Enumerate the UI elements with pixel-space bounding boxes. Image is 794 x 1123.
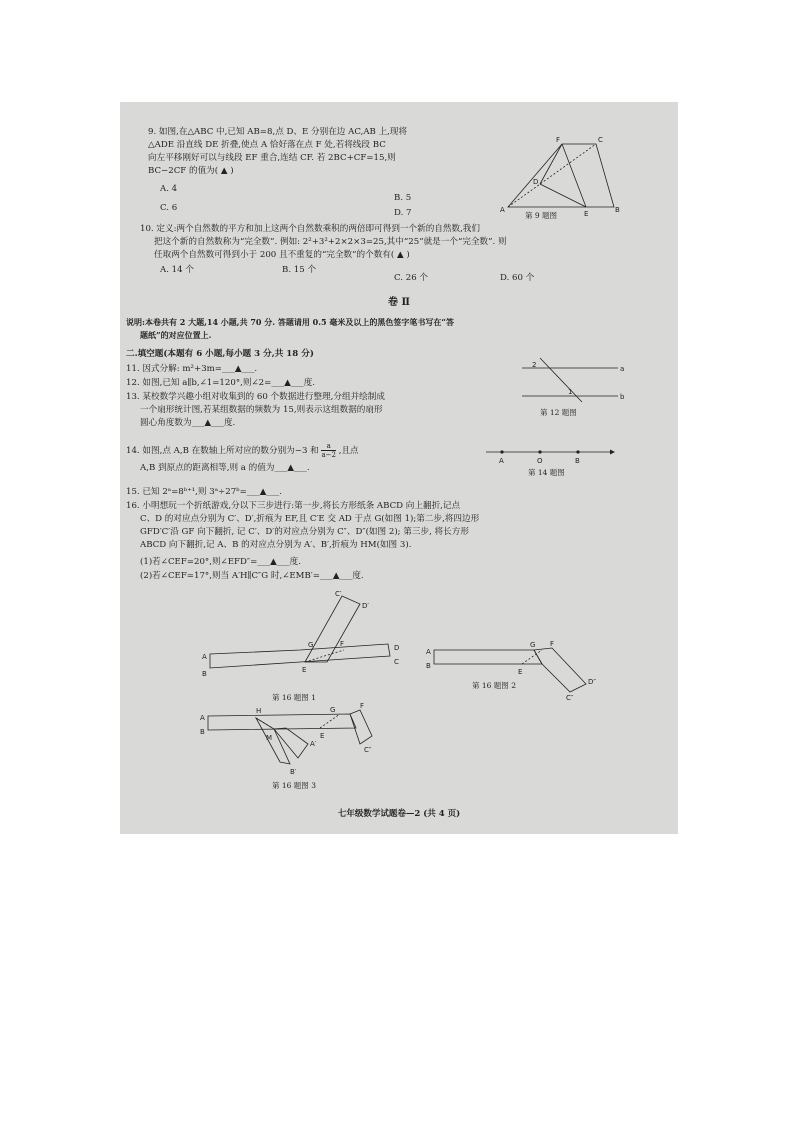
q16-fig3-label-h: H <box>256 707 262 715</box>
q14-frac-num: a <box>321 442 336 451</box>
q14-pre: 14. 如图,点 A,B 在数轴上所对应的数分别为−3 和 <box>126 446 319 456</box>
q14-fraction <box>321 442 336 459</box>
q14-point-o <box>538 450 541 453</box>
q16-fig3-strip <box>208 714 356 730</box>
q14-label-o: O <box>537 457 543 465</box>
q10-line-3: 任取两个自然数可得到小于 200 且不重复的“完全数”的个数有( ▲ ) <box>154 250 410 260</box>
q16-fig1-label-c1: C′ <box>335 590 342 598</box>
q16-fig1-label-e: E <box>302 666 307 674</box>
q16-fig3-label-b1: B′ <box>290 768 297 776</box>
q16-fig3-fold-am <box>256 718 290 764</box>
q10-line-1: 10. 定义:两个自然数的平方和加上这两个自然数乘积的两倍即可得到一个新的自然数,我们 <box>140 224 480 234</box>
q16-caption-2: 第 16 题图 2 <box>472 681 516 690</box>
q16-fig1-label-a: A <box>202 653 207 661</box>
q16-line-3: GFD′C′沿 GF 向下翻折, 记 C′、D′的对应点分别为 C″、D″(如图 2); 第三步, 将长方形 <box>140 527 469 537</box>
q16-fig1-label-d1: D′ <box>362 602 369 610</box>
q16-caption-1: 第 16 题图 1 <box>272 693 316 702</box>
page-footer: 七年级数学试题卷—2 (共 4 页) <box>337 809 461 819</box>
q9-option-d: D. 7 <box>394 208 412 218</box>
q16-fig2-folded-part <box>534 648 586 692</box>
q9-label-b: B <box>615 206 620 214</box>
q9-label-e: E <box>584 210 589 218</box>
q16-fig3-label-m: M <box>266 734 273 742</box>
q12-label-a: a <box>620 365 625 373</box>
q9-figure <box>500 134 620 219</box>
q16-line-4: ABCD 向下翻折,记 A、B 的对应点分别为 A′、B′,折痕为 HM(如图 3). <box>140 540 412 550</box>
q16-caption-3: 第 16 题图 3 <box>272 781 316 790</box>
exam-page <box>120 102 678 834</box>
q9-option-b: B. 5 <box>394 193 412 203</box>
q9-option-a: A. 4 <box>160 184 178 194</box>
q16-fig1-label-f: F <box>340 640 345 648</box>
q9-line-1: 9. 如图,在△ABC 中,已知 AB=8,点 D、E 分别在边 AC,AB 上,现将 <box>148 127 408 137</box>
q14-caption: 第 14 题图 <box>528 468 565 477</box>
q10-option-b: B. 15 个 <box>282 265 317 275</box>
q16-fig1-folded-part <box>305 596 360 662</box>
q16-fig3-label-a: A <box>200 714 205 722</box>
q16-fig3-fold-ab <box>274 728 308 758</box>
q10-line-2: 把这个新的自然数称为“完全数”. 例如: 2²+3²+2×2×3=25,其中“25”就是一个“完全数”. 则 <box>154 237 507 247</box>
q9-segment-de <box>540 184 586 207</box>
q14-number-line <box>486 444 616 464</box>
q12-label-b: b <box>620 393 625 401</box>
section-2-note-1: 说明:本卷共有 2 大题,14 小题,共 70 分. 答题请用 0.5 毫米及以上的黑色签字笔书写在“答 <box>126 317 454 327</box>
q16-sub-1: (1)若∠CEF=20°,则∠EFD″=___▲___度. <box>140 557 301 567</box>
q13-line-2: 一个扇形统计图,若某组数据的频数为 15,则表示这组数据的扇形 <box>140 405 383 415</box>
q9-label-a: A <box>500 206 505 214</box>
q9-trapezoid-outline <box>508 144 614 207</box>
q16-fig3-crease-ef <box>320 714 340 728</box>
q12-caption: 第 12 题图 <box>540 408 577 417</box>
q16-fig2-label-e: E <box>518 668 523 676</box>
q16-fig1-label-c: C <box>394 658 399 666</box>
q14-axis-arrow <box>610 450 615 455</box>
q16-fig2-label-b: B <box>426 662 431 670</box>
q9-line-3: 向左平移刚好可以与线段 EF 重合,连结 CF. 若 2BC+CF=15,则 <box>148 153 396 163</box>
q16-fig3-label-a1: A′ <box>310 740 317 748</box>
q14-point-a <box>500 450 503 453</box>
q16-fig3-label-g: G <box>330 706 336 714</box>
q12-figure <box>520 354 625 404</box>
q11-text: 11. 因式分解: m²+3m=___▲___. <box>126 364 258 374</box>
q14-label-b: B <box>575 457 580 465</box>
q14-frac-den: a−2 <box>321 451 336 459</box>
q15-text: 15. 已知 2ᵃ=8ᵇ⁺¹,则 3ᵃ÷27ᵇ=___▲___. <box>126 487 282 497</box>
q14-label-a: A <box>499 457 504 465</box>
q16-fig1-label-d: D <box>394 644 400 652</box>
q13-line-1: 13. 某校数学兴趣小组对收集到的 60 个数据进行整理,分组并绘制成 <box>126 392 385 402</box>
q14-line-1 <box>126 442 359 459</box>
q16-fig1-label-b: B <box>202 670 207 678</box>
q9-caption: 第 9 题图 <box>525 211 558 220</box>
q16-fig3-fold-cd <box>350 710 372 744</box>
q16-line-1: 16. 小明想玩一个折纸游戏,分以下三步进行:第一步,将长方形纸条 ABCD 向上翻折,记点 <box>126 501 461 511</box>
q10-option-a: A. 14 个 <box>160 265 194 275</box>
q16-line-2: C、D 的对应点分别为 C′、D′,折痕为 EF,且 C′E 交 AD 于点 G(如图 1);第二步,将四边形 <box>140 514 480 524</box>
section-2-heading: 二.填空题(本题有 6 小题,每小题 3 分,共 18 分) <box>126 349 314 359</box>
q9-label-f: F <box>556 136 561 144</box>
q14-post: ,且点 <box>338 446 359 456</box>
q9-line-2: △ADE 沿直线 DE 折叠,使点 A 恰好落在点 F 处,若将线段 BC <box>148 140 386 150</box>
q9-option-c: C. 6 <box>160 203 178 213</box>
q16-fig3-label-f: F <box>360 702 365 710</box>
q16-fig2-label-a: A <box>426 648 431 656</box>
q9-line-4: BC−2CF 的值为( ▲ ) <box>148 166 234 176</box>
q9-segment-ef <box>562 144 586 207</box>
q16-fig3-label-c2: C″ <box>364 746 372 754</box>
q12-label-2: 2 <box>532 361 537 369</box>
q16-sub-2: (2)若∠CEF=17°,则当 A′H∥C″G 时,∠EMB′=___▲___度. <box>140 571 364 581</box>
section-2-title: 卷 Ⅱ <box>388 297 410 308</box>
section-2-note-2: 题纸”的对应位置上. <box>140 330 212 340</box>
q16-fig2-label-d2: D″ <box>588 678 597 686</box>
q16-fig1-strip <box>210 644 390 668</box>
q16-fig2-crease <box>522 650 542 664</box>
q16-fig1-label-g: G <box>308 641 314 649</box>
q10-option-d: D. 60 个 <box>500 273 535 283</box>
q9-segment-df <box>540 144 562 184</box>
q16-fig3-label-b: B <box>200 728 205 736</box>
q14-point-b <box>576 450 579 453</box>
q12-label-1: 1 <box>568 388 573 396</box>
q9-label-c: C <box>598 136 603 144</box>
q12-transversal <box>540 358 582 402</box>
q13-line-3: 圆心角度数为___▲___度. <box>140 418 236 428</box>
q9-label-d: D <box>533 178 539 186</box>
q12-text: 12. 如图,已知 a∥b,∠1=120°,则∠2=___▲___度. <box>126 378 316 388</box>
q10-option-c: C. 26 个 <box>394 273 428 283</box>
q16-fig2-label-c2: C″ <box>566 694 574 702</box>
q16-figure-3 <box>200 702 400 782</box>
q16-figure-1 <box>202 592 402 688</box>
q16-fig2-strip <box>434 650 542 664</box>
q16-figure-2 <box>426 638 606 702</box>
q14-line-2: A,B 到原点的距离相等,则 a 的值为___▲___. <box>140 463 310 473</box>
q16-fig2-label-g: G <box>530 641 536 649</box>
q16-fig3-label-e: E <box>320 732 325 740</box>
q16-fig2-label-f: F <box>550 640 555 648</box>
